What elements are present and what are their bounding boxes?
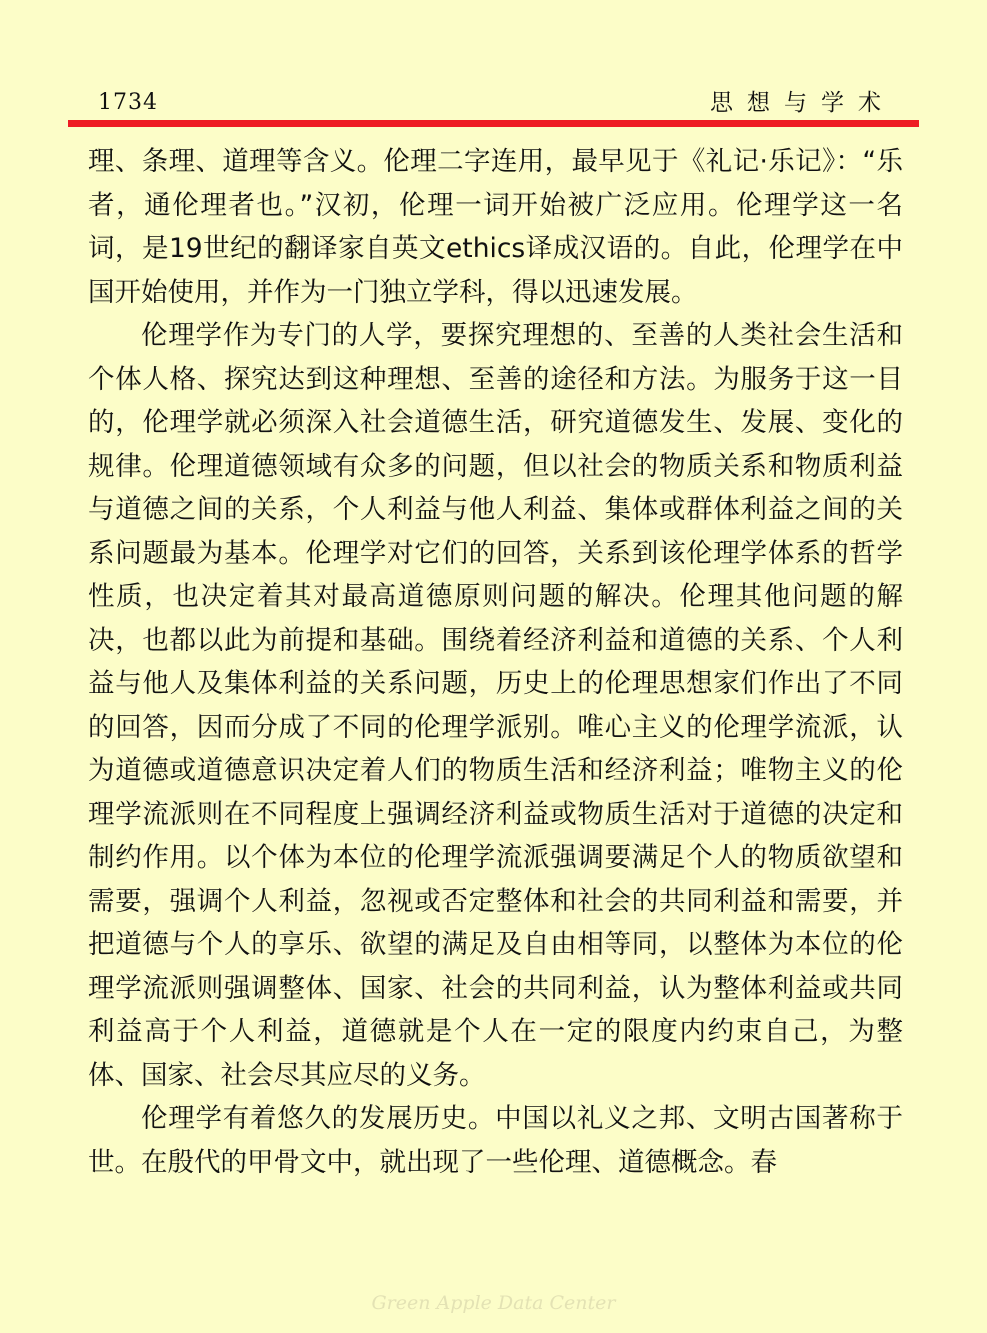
- body-text: [88, 140, 903, 1184]
- paragraph: 伦理学有着悠久的发展历史。中国以礼义之邦、文明古国著称于世。在殷代的甲骨文中，就出现了一些伦理、道德概念。春: [88, 1103, 903, 1178]
- paragraph: 理、条理、道理等含义。伦理二字连用，最早见于《礼记·乐记》：“乐者，通伦理者也。”汉初，伦理一词开始被广泛应用。伦理学这一名词，是19世纪的翻译家自英文ethics译成汉语的。自此，伦理学在中国开始使用，并作为一门独立学科，得以迅速发展。: [88, 146, 903, 308]
- page-number: 1734: [98, 90, 158, 115]
- header-rule: [68, 120, 919, 127]
- section-title: 思想与学术: [710, 90, 895, 116]
- paragraph: 伦理学作为专门的人学，要探究理想的、至善的人类社会生活和个体人格、探究达到这种理想、至善的途径和方法。为服务于这一目的，伦理学就必须深入社会道德生活，研究道德发生、发展、变化的规律。伦理道德领域有众多的问题，但以社会的物质关系和物质利益与道德之间的关系，个人利益与他人利益、集体或群体利益之间的关系问题最为基本。伦理学对它们的回答，关系到该伦理学体系的哲学性质，也决定着其对最高道德原则问题的解决。伦理其他问题的解决，也都以此为前提和基础。围绕着经济利益和道德的关系、个人利益与他人及集体利益的关系问题，历史上的伦理思想家们作出了不同的回答，因而分成了不同的伦理学派别。唯心主义的伦理学流派，认为道德或道德意识决定着人们的物质生活和经济利益；唯物主义的伦理学流派则在不同程度上强调经济利益或物质生活对于道德的决定和制约作用。以个体为本位的伦理学流派强调要满足个人的物质欲望和需要，强调个人利益，忽视或否定整体和社会的共同利益和需要，并把道德与个人的享乐、欲望的满足及自由相等同，以整体为本位的伦理学流派则强调整体、国家、社会的共同利益，认为整体利益或共同利益高于个人利益，道德就是个人在一定的限度内约束自己，为整体、国家、社会尽其应尽的义务。: [88, 320, 903, 1091]
- watermark: Green Apple Data Center: [371, 1292, 616, 1314]
